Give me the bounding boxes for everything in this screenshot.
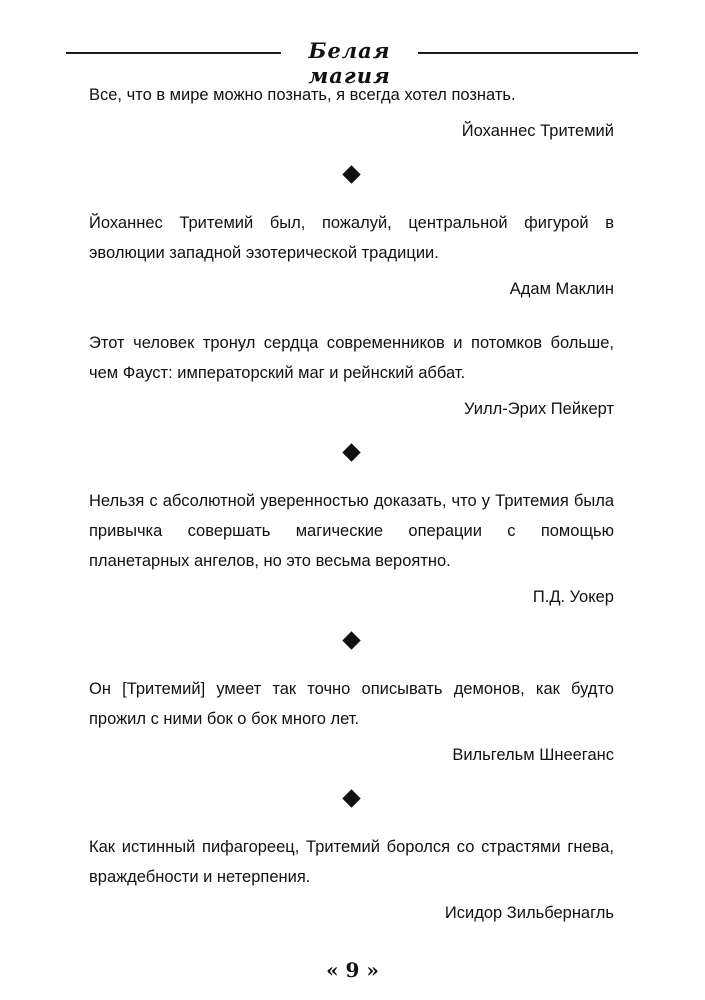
diamond-icon: [342, 789, 360, 807]
quote-text: Как истинный пифагореец, Тритемий боролся со страстями гнева, враждебности и нетерпения.: [89, 838, 614, 886]
diamond-separator: [89, 146, 614, 208]
quote-block: [89, 208, 614, 304]
quote-author: П.Д. Уокер: [532, 588, 614, 606]
quote-author: Вильгельм Шнееганс: [452, 746, 614, 764]
diamond-separator: [89, 612, 614, 674]
quote-text: Этот человек тронул сердца современников и потомков больше, чем Фауст: императорский маг и рейнский аббат.: [89, 334, 614, 382]
quote-block: [89, 674, 614, 770]
quote-text: Йоханнес Тритемий был, пожалуй, центральной фигурой в эволюции западной эзотерической традиции.: [89, 214, 614, 262]
quote-block: [89, 486, 614, 612]
diamond-icon: [342, 443, 360, 461]
quotes-column: [89, 80, 614, 928]
running-head-title: Белая магия: [308, 38, 391, 88]
quote-author: Йоханнес Тритемий: [461, 122, 614, 140]
header-rule-left: [66, 52, 281, 54]
quote-block: [89, 832, 614, 928]
quote-author: Адам Маклин: [509, 280, 614, 298]
diamond-separator: [89, 770, 614, 832]
quote-author: Исидор Зильбернагль: [444, 904, 614, 922]
quote-author: Уилл-Эрих Пейкерт: [464, 400, 614, 418]
page-number: « 9 »: [326, 958, 379, 982]
running-head: [66, 36, 638, 88]
diamond-icon: [342, 165, 360, 183]
quote-text: Нельзя с абсолютной уверенностью доказать, что у Тритемия была привычка совершать магические операции с помощью планетарных ангелов, но это весьма вероятно.: [89, 492, 614, 570]
diamond-icon: [342, 631, 360, 649]
quote-text: Все, что в мире можно познать, я всегда хотел познать.: [89, 86, 516, 104]
quote-block: [89, 80, 614, 146]
quote-text: Он [Тритемий] умеет так точно описывать демонов, как будто прожил с ними бок о бок много лет.: [89, 680, 614, 728]
block-gap: [89, 304, 614, 328]
quote-block: [89, 328, 614, 424]
header-rule-right: [418, 52, 638, 54]
diamond-separator: [89, 424, 614, 486]
